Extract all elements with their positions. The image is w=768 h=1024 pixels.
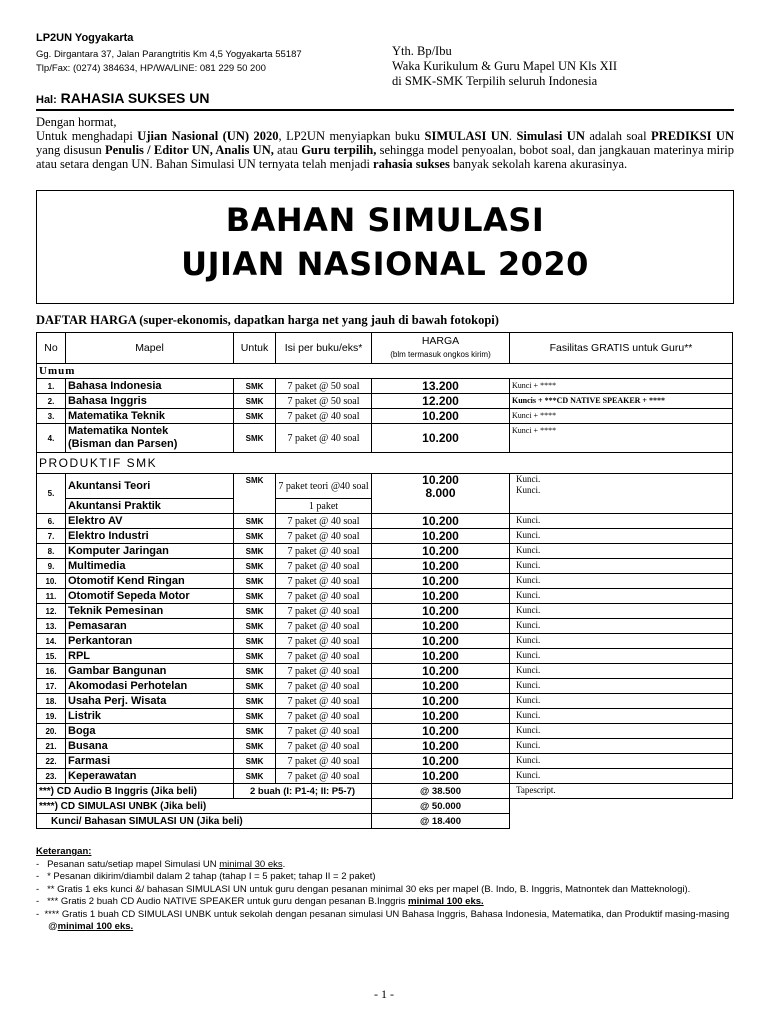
row-no: 18. bbox=[37, 694, 66, 709]
note-underline: minimal 100 eks. bbox=[408, 896, 484, 907]
row-isi: 7 paket @ 40 soal bbox=[276, 724, 372, 739]
row-mapel-line: Matematika Nontek bbox=[68, 425, 169, 437]
row-untuk: SMK bbox=[234, 424, 276, 453]
intro-run: yang disusun bbox=[36, 143, 106, 157]
row-isi: 7 paket @ 50 soal bbox=[276, 394, 372, 409]
row-harga: 10.200 bbox=[372, 529, 510, 544]
page-number: - 1 - bbox=[374, 987, 394, 1001]
row-no: 20. bbox=[37, 724, 66, 739]
row-untuk: SMK bbox=[234, 574, 276, 589]
row-mapel: Gambar Bangunan bbox=[66, 664, 234, 679]
extra-price: @ 38.500 bbox=[372, 784, 510, 799]
price-table bbox=[36, 332, 733, 829]
section-row-umum bbox=[37, 364, 733, 379]
row-fasilitas bbox=[510, 474, 733, 514]
extra-fasilitas: Tapescript. bbox=[510, 784, 733, 799]
row-fasilitas: Kunci. bbox=[510, 724, 733, 739]
row-harga: 10.200 bbox=[372, 634, 510, 649]
header-divider bbox=[36, 109, 734, 111]
extra-price: @ 50.000 bbox=[372, 799, 510, 814]
row-mapel: Akuntansi Teori bbox=[66, 474, 234, 499]
row-no: 11. bbox=[37, 589, 66, 604]
recipient-line: Waka Kurikulum & Guru Mapel UN Kls XII bbox=[392, 59, 617, 73]
row-mapel: Matematika Teknik bbox=[66, 409, 234, 424]
extra-row bbox=[37, 799, 733, 814]
row-no: 13. bbox=[37, 619, 66, 634]
row-fasilitas: Kunci. bbox=[510, 529, 733, 544]
row-no: 16. bbox=[37, 664, 66, 679]
intro-run: atau bbox=[273, 143, 302, 157]
row-fasilitas-b: Kunci. bbox=[516, 485, 541, 495]
row-fasilitas: Kunci. bbox=[510, 739, 733, 754]
row-no: 19. bbox=[37, 709, 66, 724]
section-row-produktif bbox=[37, 453, 733, 474]
row-fasilitas: Kunci + **** bbox=[510, 379, 733, 394]
row-fasilitas: Kunci. bbox=[510, 559, 733, 574]
note-text: ** Gratis 1 eks kunci &/ bahasan SIMULASI UN untuk guru dengan pesanan minimal 30 eks per mapel (B. Indo, B. Inggris, Matnontek dan Matteknologi). bbox=[47, 883, 691, 895]
row-fasilitas: Kuncis + ***CD NATIVE SPEAKER + **** bbox=[510, 394, 733, 409]
row-mapel: Otomotif Kend Ringan bbox=[66, 574, 234, 589]
intro-run: adalah soal bbox=[584, 129, 652, 143]
greeting: Dengan hormat, bbox=[36, 115, 117, 129]
table-row bbox=[37, 514, 733, 529]
row-fasilitas: Kunci. bbox=[510, 694, 733, 709]
row-fasilitas: Kunci. bbox=[510, 574, 733, 589]
notes-heading: Keterangan: bbox=[36, 846, 92, 857]
row-harga: 12.200 bbox=[372, 394, 510, 409]
subject-label: Hal: bbox=[36, 94, 57, 106]
row-harga: 10.200 bbox=[372, 514, 510, 529]
row-no: 4. bbox=[37, 424, 66, 453]
extra-label: ***) CD Audio B Inggris (Jika beli) bbox=[37, 784, 234, 799]
row-isi: 7 paket @ 40 soal bbox=[276, 589, 372, 604]
header-isi: Isi per buku/eks* bbox=[276, 333, 372, 364]
row-untuk: SMK bbox=[234, 394, 276, 409]
table-row bbox=[37, 664, 733, 679]
intro-bold: Penulis / Editor UN, Analis UN, bbox=[105, 143, 274, 157]
row-no: 8. bbox=[37, 544, 66, 559]
intro-run: Untuk menghadapi bbox=[36, 129, 138, 143]
row-untuk: SMK bbox=[234, 409, 276, 424]
row-harga: 10.200 bbox=[372, 424, 510, 453]
row-harga: 10.200 bbox=[372, 589, 510, 604]
header-fasilitas: Fasilitas GRATIS untuk Guru** bbox=[510, 333, 733, 364]
letterhead bbox=[36, 32, 302, 76]
row-harga: 10.200 bbox=[372, 694, 510, 709]
note-text: . bbox=[282, 858, 286, 870]
extra-row bbox=[37, 814, 733, 829]
row-fasilitas: Kunci + **** bbox=[510, 424, 733, 453]
row-harga: 10.200 bbox=[372, 739, 510, 754]
org-address: Gg. Dirgantara 37, Jalan Parangtritis Km 4,5 Yogyakarta 55187 bbox=[36, 49, 302, 60]
intro-bold: Simulasi UN bbox=[516, 129, 585, 143]
intro-bold: rahasia sukses bbox=[373, 157, 450, 171]
section-label-produktif: PRODUKTIF SMK bbox=[37, 453, 733, 474]
note-text: **** Gratis 1 buah CD SIMULASI UNBK untuk sekolah dengan pesanan simulasi UN Bahasa Inggris, Bahasa Indonesia, Matematika, dan Produktif masing-masing @ bbox=[44, 908, 730, 932]
row-isi: 7 paket @ 50 soal bbox=[276, 379, 372, 394]
row-no: 6. bbox=[37, 514, 66, 529]
row-untuk: SMK bbox=[234, 739, 276, 754]
table-row bbox=[37, 679, 733, 694]
row-untuk: SMK bbox=[234, 649, 276, 664]
banner-line-2: UJIAN NASIONAL 2020 bbox=[181, 245, 589, 283]
section-label-umum: Umum bbox=[37, 364, 733, 379]
row-untuk: SMK bbox=[234, 544, 276, 559]
row-isi: 1 paket bbox=[276, 499, 372, 514]
row-untuk: SMK bbox=[234, 589, 276, 604]
row-isi: 7 paket @ 40 soal bbox=[276, 634, 372, 649]
row-untuk: SMK bbox=[234, 379, 276, 394]
row-harga: 10.200 bbox=[372, 574, 510, 589]
row-fasilitas: Kunci. bbox=[510, 544, 733, 559]
row-harga: 10.200 bbox=[372, 619, 510, 634]
row-untuk: SMK bbox=[234, 679, 276, 694]
row-isi: 7 paket @ 40 soal bbox=[276, 739, 372, 754]
org-name: LP2UN Yogyakarta bbox=[36, 32, 134, 44]
row-untuk: SMK bbox=[234, 634, 276, 649]
row-mapel: Bahasa Inggris bbox=[66, 394, 234, 409]
intro-bold: Guru terpilih, bbox=[301, 143, 377, 157]
extra-qty: 2 buah (I: P1-4; II: P5-7) bbox=[234, 784, 372, 799]
row-untuk: SMK bbox=[234, 754, 276, 769]
row-harga: 10.200 bbox=[372, 709, 510, 724]
header-no: No bbox=[37, 333, 66, 364]
recipient-line: di SMK-SMK Terpilih seluruh Indonesia bbox=[392, 74, 598, 88]
table-row bbox=[37, 604, 733, 619]
price-list-title: DAFTAR HARGA (super-ekonomis, dapatkan harga net yang jauh di bawah fotokopi) bbox=[36, 313, 499, 327]
row-isi: 7 paket @ 40 soal bbox=[276, 754, 372, 769]
row-mapel: Akuntansi Praktik bbox=[66, 499, 234, 514]
row-mapel: Boga bbox=[66, 724, 234, 739]
table-row bbox=[37, 589, 733, 604]
row-harga-b: 8.000 bbox=[425, 486, 456, 500]
row-mapel: Listrik bbox=[66, 709, 234, 724]
row-fasilitas: Kunci. bbox=[510, 709, 733, 724]
row-fasilitas-a: Kunci. bbox=[516, 474, 541, 484]
row-no: 23. bbox=[37, 769, 66, 784]
row-isi: 7 paket @ 40 soal bbox=[276, 409, 372, 424]
row-fasilitas: Kunci. bbox=[510, 754, 733, 769]
intro-paragraph bbox=[36, 129, 734, 171]
row-harga: 10.200 bbox=[372, 754, 510, 769]
header-untuk: Untuk bbox=[234, 333, 276, 364]
row-untuk: SMK bbox=[234, 694, 276, 709]
note-item: - * Pesanan dikirim/diambil dalam 2 tahap (tahap I = 5 paket; tahap II = 2 paket) bbox=[36, 871, 376, 882]
title-banner bbox=[36, 190, 734, 304]
row-harga: 10.200 bbox=[372, 664, 510, 679]
row-mapel: RPL bbox=[66, 649, 234, 664]
table-row bbox=[37, 724, 733, 739]
row-mapel: Pemasaran bbox=[66, 619, 234, 634]
table-row bbox=[37, 474, 733, 499]
table-row bbox=[37, 559, 733, 574]
row-isi: 7 paket @ 40 soal bbox=[276, 619, 372, 634]
row-untuk: SMK bbox=[234, 529, 276, 544]
row-no: 7. bbox=[37, 529, 66, 544]
row-fasilitas: Kunci. bbox=[510, 649, 733, 664]
row-untuk: SMK bbox=[234, 604, 276, 619]
row-isi: 7 paket @ 40 soal bbox=[276, 694, 372, 709]
row-isi: 7 paket @ 40 soal bbox=[276, 529, 372, 544]
row-untuk: SMK bbox=[234, 474, 276, 514]
row-mapel: Otomotif Sepeda Motor bbox=[66, 589, 234, 604]
row-isi: 7 paket @ 40 soal bbox=[276, 424, 372, 453]
row-no: 12. bbox=[37, 604, 66, 619]
row-fasilitas: Kunci. bbox=[510, 514, 733, 529]
row-fasilitas: Kunci. bbox=[510, 679, 733, 694]
note-item: - *** Gratis 2 buah CD Audio NATIVE SPEAKER untuk guru dengan pesanan B.Inggris minimal 100 eks. bbox=[36, 896, 484, 907]
row-mapel: Multimedia bbox=[66, 559, 234, 574]
subject-line bbox=[36, 90, 210, 106]
row-no: 21. bbox=[37, 739, 66, 754]
row-harga: 13.200 bbox=[372, 379, 510, 394]
row-mapel: Keperawatan bbox=[66, 769, 234, 784]
note-item: - Pesanan satu/setiap mapel Simulasi UN minimal 30 eks. bbox=[36, 858, 286, 870]
row-no: 3. bbox=[37, 409, 66, 424]
row-untuk: SMK bbox=[234, 619, 276, 634]
header-harga-label: HARGA bbox=[421, 335, 460, 347]
intro-bold: PREDIKSI UN bbox=[651, 129, 734, 143]
note-item: - **** Gratis 1 buah CD SIMULASI UNBK untuk sekolah dengan pesanan simulasi UN Bahasa Inggris, Bahasa Indonesia, Matematika, dan Produktif masing-masing @minimal 100 eks. bbox=[36, 908, 730, 932]
header-harga-note: (blm termasuk ongkos kirim) bbox=[390, 350, 491, 359]
row-untuk: SMK bbox=[234, 709, 276, 724]
row-no: 15. bbox=[37, 649, 66, 664]
row-isi: 7 paket @ 40 soal bbox=[276, 574, 372, 589]
table-row bbox=[37, 409, 733, 424]
row-no: 17. bbox=[37, 679, 66, 694]
row-no: 10. bbox=[37, 574, 66, 589]
row-mapel-line: (Bisman dan Parsen) bbox=[68, 438, 178, 450]
row-no: 5. bbox=[37, 474, 66, 514]
row-isi: 7 paket @ 40 soal bbox=[276, 544, 372, 559]
row-fasilitas: Kunci. bbox=[510, 634, 733, 649]
row-untuk: SMK bbox=[234, 559, 276, 574]
intro-text bbox=[36, 115, 734, 171]
row-harga: 10.200 bbox=[372, 649, 510, 664]
extra-empty bbox=[510, 814, 733, 829]
table-row bbox=[37, 694, 733, 709]
row-mapel: Perkantoran bbox=[66, 634, 234, 649]
note-text: *** Gratis 2 buah CD Audio NATIVE SPEAKER untuk guru dengan pesanan B.Inggris bbox=[47, 896, 409, 907]
intro-bold: Ujian Nasional (UN) 2020 bbox=[137, 129, 279, 143]
row-fasilitas: Kunci. bbox=[510, 664, 733, 679]
row-no: 2. bbox=[37, 394, 66, 409]
header-harga bbox=[372, 333, 510, 364]
table-row bbox=[37, 754, 733, 769]
note-underline: minimal 100 eks. bbox=[57, 921, 134, 932]
row-isi: 7 paket @ 40 soal bbox=[276, 769, 372, 784]
row-mapel: Busana bbox=[66, 739, 234, 754]
row-isi: 7 paket @ 40 soal bbox=[276, 679, 372, 694]
row-no: 14. bbox=[37, 634, 66, 649]
intro-run: banyak sekolah karena akurasinya. bbox=[449, 157, 628, 171]
extra-empty bbox=[510, 799, 733, 814]
extra-row bbox=[37, 784, 733, 799]
row-untuk: SMK bbox=[234, 514, 276, 529]
org-contact: Tlp/Fax: (0274) 384634, HP/WA/LINE: 081 229 50 200 bbox=[36, 63, 266, 74]
table-row bbox=[37, 709, 733, 724]
table-row bbox=[37, 619, 733, 634]
extra-label: Kunci/ Bahasan SIMULASI UN (Jika beli) bbox=[37, 814, 372, 829]
intro-run: . bbox=[508, 129, 517, 143]
table-row bbox=[37, 379, 733, 394]
row-isi: 7 paket @ 40 soal bbox=[276, 514, 372, 529]
row-fasilitas: Kunci. bbox=[510, 604, 733, 619]
row-isi: 7 paket @ 40 soal bbox=[276, 559, 372, 574]
row-isi: 7 paket @ 40 soal bbox=[276, 604, 372, 619]
row-isi: 7 paket teori @40 soal bbox=[276, 474, 372, 499]
row-no: 9. bbox=[37, 559, 66, 574]
banner-line-1: BAHAN SIMULASI bbox=[225, 201, 545, 239]
table-row bbox=[37, 739, 733, 754]
row-harga: 10.200 bbox=[372, 544, 510, 559]
row-fasilitas: Kunci. bbox=[510, 589, 733, 604]
row-isi: 7 paket @ 40 soal bbox=[276, 709, 372, 724]
row-untuk: SMK bbox=[234, 769, 276, 784]
note-text: * Pesanan dikirim/diambil dalam 2 tahap (tahap I = 5 paket; tahap II = 2 paket) bbox=[47, 871, 376, 882]
table-row bbox=[37, 574, 733, 589]
intro-bold: SIMULASI UN bbox=[424, 129, 509, 143]
row-mapel: Elektro Industri bbox=[66, 529, 234, 544]
row-harga-a: 10.200 bbox=[422, 473, 459, 487]
row-fasilitas: Kunci. bbox=[510, 619, 733, 634]
recipient-line: Yth. Bp/Ibu bbox=[392, 44, 452, 58]
row-mapel bbox=[66, 424, 234, 453]
extra-price: @ 18.400 bbox=[372, 814, 510, 829]
row-fasilitas: Kunci + **** bbox=[510, 409, 733, 424]
row-harga: 10.200 bbox=[372, 724, 510, 739]
table-row bbox=[37, 424, 733, 453]
row-mapel: Farmasi bbox=[66, 754, 234, 769]
row-harga: 10.200 bbox=[372, 409, 510, 424]
row-mapel: Usaha Perj. Wisata bbox=[66, 694, 234, 709]
intro-run: sehingga model penyoalan, bobot soal, dan jangkauan materinya mirip atau setara dengan UN. Bahan Simulasi UN ternyata telah menjadi bbox=[36, 143, 734, 171]
note-text: Pesanan satu/setiap mapel Simulasi UN bbox=[47, 858, 220, 870]
table-row bbox=[37, 529, 733, 544]
row-harga: 10.200 bbox=[372, 679, 510, 694]
row-harga: 10.200 bbox=[372, 769, 510, 784]
note-item: - ** Gratis 1 eks kunci &/ bahasan SIMULASI UN untuk guru dengan pesanan minimal 30 eks per mapel (B. Indo, B. Inggris, Matnontek dan Matteknologi). bbox=[36, 883, 691, 895]
row-no: 1. bbox=[37, 379, 66, 394]
intro-run: , LP2UN menyiapkan buku bbox=[278, 129, 425, 143]
table-header-row bbox=[37, 333, 733, 364]
row-harga bbox=[372, 474, 510, 514]
row-harga: 10.200 bbox=[372, 604, 510, 619]
row-harga: 10.200 bbox=[372, 559, 510, 574]
recipient-block bbox=[392, 44, 617, 89]
row-mapel: Akomodasi Perhotelan bbox=[66, 679, 234, 694]
subject-text: RAHASIA SUKSES UN bbox=[60, 90, 210, 106]
row-mapel: Komputer Jaringan bbox=[66, 544, 234, 559]
row-fasilitas: Kunci. bbox=[510, 769, 733, 784]
row-untuk: SMK bbox=[234, 724, 276, 739]
table-row bbox=[37, 649, 733, 664]
table-row bbox=[37, 394, 733, 409]
note-underline: minimal 30 eks bbox=[219, 858, 283, 870]
row-isi: 7 paket @ 40 soal bbox=[276, 664, 372, 679]
row-untuk: SMK bbox=[234, 664, 276, 679]
table-row bbox=[37, 769, 733, 784]
row-isi: 7 paket @ 40 soal bbox=[276, 649, 372, 664]
extra-label: ****) CD SIMULASI UNBK (Jika beli) bbox=[37, 799, 372, 814]
notes-block bbox=[36, 846, 736, 934]
row-mapel: Elektro AV bbox=[66, 514, 234, 529]
row-mapel: Teknik Pemesinan bbox=[66, 604, 234, 619]
header-mapel: Mapel bbox=[66, 333, 234, 364]
row-mapel: Bahasa Indonesia bbox=[66, 379, 234, 394]
table-row bbox=[37, 544, 733, 559]
row-no: 22. bbox=[37, 754, 66, 769]
table-row bbox=[37, 634, 733, 649]
